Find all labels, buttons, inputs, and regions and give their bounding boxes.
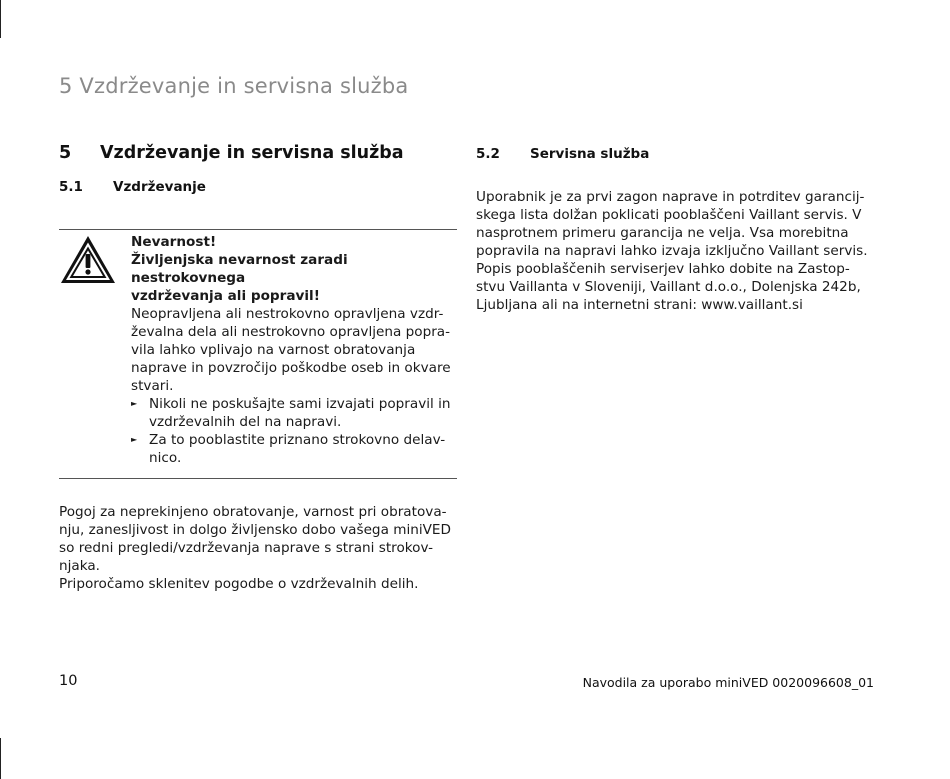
right-column bbox=[476, 146, 876, 314]
paragraph-line: Pogoj za neprekinjeno obratovanje, varnost pri obratova- bbox=[59, 504, 447, 520]
document-title-footer: Navodila za uporabo miniVED 0020096608_01 bbox=[582, 675, 874, 690]
section-number: 5.1 bbox=[59, 179, 83, 195]
warning-subtitle-line: Življenjska nevarnost zaradi nestrokovnega bbox=[131, 252, 348, 286]
paragraph-line: so redni pregledi/vzdrževanja naprave s strani strokov- bbox=[59, 540, 434, 556]
warning-text bbox=[131, 233, 457, 467]
bullet-line: Za to pooblastite priznano strokovno delav- bbox=[149, 432, 446, 448]
section-heading-5-2 bbox=[476, 146, 876, 162]
warning-triangle-icon bbox=[59, 233, 131, 467]
chapter-heading bbox=[59, 143, 457, 163]
paragraph-line: Uporabnik je za prvi zagon naprave in potrditev garancij- bbox=[476, 189, 865, 205]
paragraph-line: stvu Vaillanta v Sloveniji, Vaillant d.o.o., Dolenjska 242b, bbox=[476, 279, 861, 295]
section-number: 5.2 bbox=[476, 146, 500, 162]
arrow-bullet-icon: ► bbox=[131, 399, 138, 408]
warning-body-line: vila lahko vplivajo na varnost obratovanja bbox=[131, 342, 416, 358]
warning-subtitle-line: vzdrževanja ali popravil! bbox=[131, 288, 320, 304]
warning-title: Nevarnost! bbox=[131, 234, 217, 250]
section-title: Vzdrževanje bbox=[113, 179, 206, 195]
paragraph-line: Popis pooblaščenih serviserjev lahko dobite na Zastop- bbox=[476, 261, 850, 277]
warning-body-line: stvari. bbox=[131, 378, 174, 394]
crop-mark-top bbox=[0, 0, 1, 38]
section-heading-5-1 bbox=[59, 179, 457, 195]
paragraph-line: Ljubljana ali na internetni strani: www.vaillant.si bbox=[476, 297, 803, 313]
warning-subtitle bbox=[131, 251, 457, 305]
paragraph-line: skega lista dolžan poklicati pooblaščeni Vaillant servis. V bbox=[476, 207, 862, 223]
paragraph-line: nju, zanesljivost in dolgo življensko dobo vašega miniVED bbox=[59, 522, 451, 538]
paragraph-line: popravila na napravi lahko izvaja izključno Vaillant servis. bbox=[476, 243, 868, 259]
bullet-line: nico. bbox=[149, 450, 182, 466]
bullet-line: Nikoli ne poskušajte sami izvajati popravil in bbox=[149, 396, 451, 412]
crop-mark-bottom bbox=[0, 738, 1, 779]
danger-warning-box bbox=[59, 229, 457, 479]
chapter-title: Vzdrževanje in servisna služba bbox=[100, 143, 404, 163]
left-column bbox=[59, 143, 457, 593]
paragraph-line: nasprotnem primeru garancija ne velja. Vsa morebitna bbox=[476, 225, 849, 241]
warning-body-line: Neopravljena ali nestrokovno opravljena vzdr- bbox=[131, 306, 444, 322]
maintenance-paragraph bbox=[59, 503, 457, 593]
running-header: 5 Vzdrževanje in servisna služba bbox=[59, 74, 409, 98]
paragraph-line: Priporočamo sklenitev pogodbe o vzdrževalnih delih. bbox=[59, 576, 419, 592]
arrow-bullet-icon: ► bbox=[131, 435, 138, 444]
service-paragraph bbox=[476, 188, 876, 314]
paragraph-line: njaka. bbox=[59, 558, 101, 574]
warning-body-line: ževalna dela ali nestrokovno opravljena popra- bbox=[131, 324, 451, 340]
warning-body-line: naprave in povzročijo poškodbe oseb in okvare bbox=[131, 360, 451, 376]
warning-bullet-item bbox=[131, 395, 457, 431]
bullet-line: vzdrževalnih del na napravi. bbox=[149, 414, 342, 430]
page-number: 10 bbox=[59, 673, 78, 689]
section-title: Servisna služba bbox=[530, 146, 650, 162]
warning-body bbox=[131, 305, 457, 395]
chapter-number: 5 bbox=[59, 143, 72, 163]
warning-bullet-item bbox=[131, 431, 457, 467]
